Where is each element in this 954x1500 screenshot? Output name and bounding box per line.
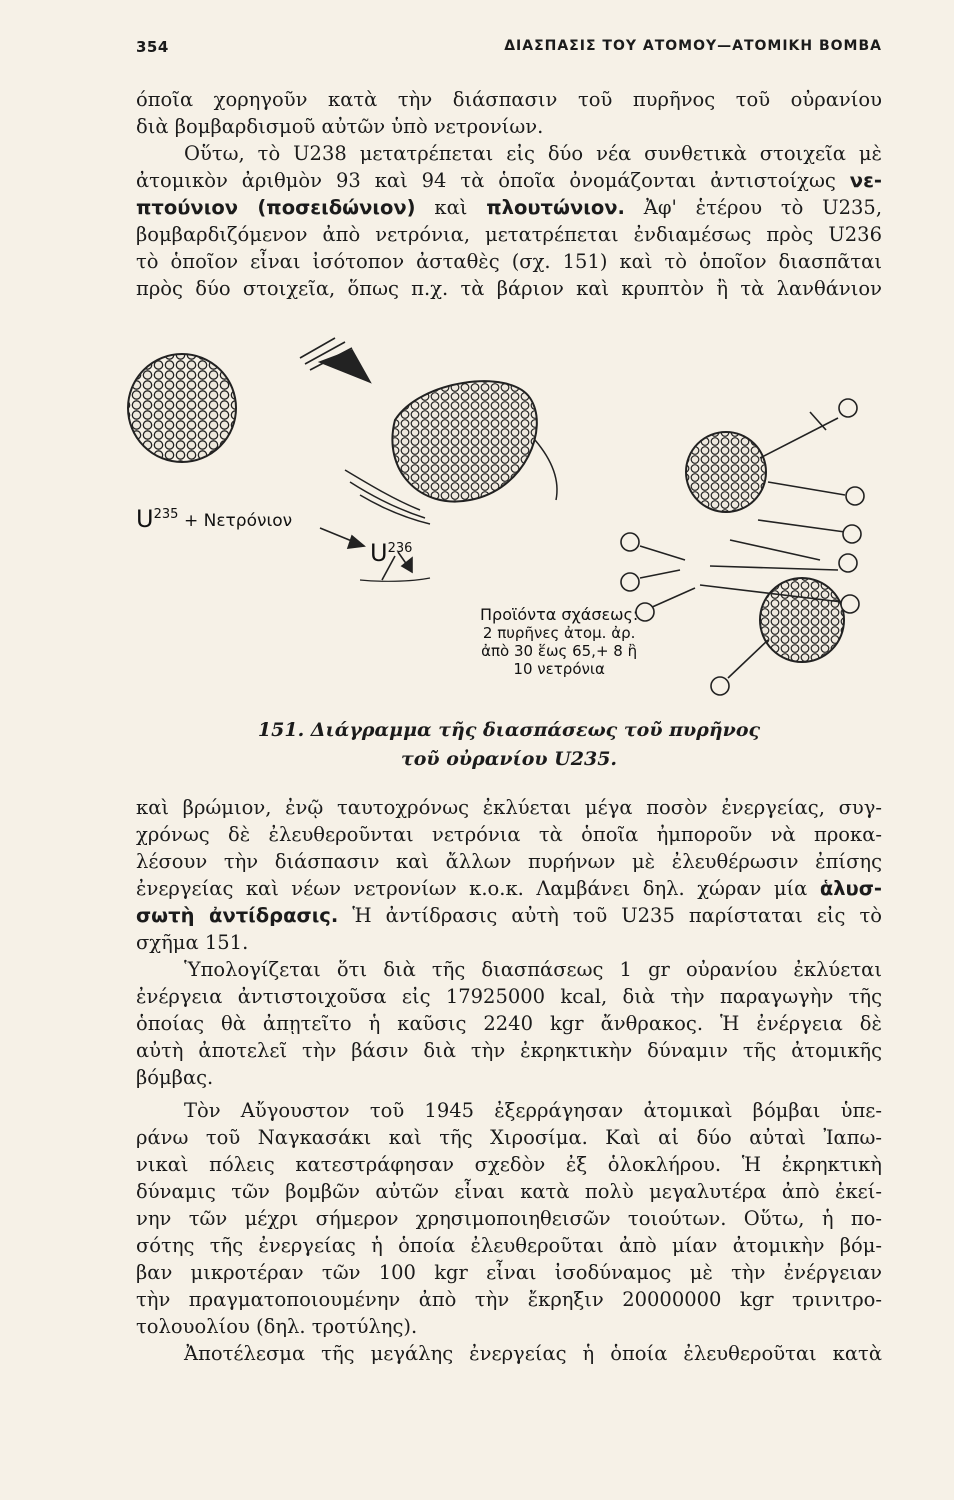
text-line: καὶ βρώμιον, ἐνῷ ταυτοχρόνως ἐκλύεται μέγα ποσὸν ἐνεργείας, συγ- [136, 796, 882, 819]
text-line: ἐνέργεια ἀντιστοιχοῦσα εἰς 17925000 kcal, διὰ τὴν παραγωγὴν τῆς [136, 985, 882, 1008]
running-title: ΔΙΑΣΠΑΣΙΣ ΤΟΥ ΑΤΟΜΟΥ—ΑΤΟΜΙΚΗ ΒΟΜΒΑ [504, 38, 882, 54]
page-header [136, 38, 882, 62]
text-line: λέσουν τὴν διάσπασιν καὶ ἄλλων πυρήνων μὲ ἐλευθέρωσιν ἐπίσης [136, 850, 882, 873]
incoming-neutron-arrow [300, 338, 370, 382]
text-line: πτούνιον (ποσειδώνιον) καὶ πλουτώνιον. Ἀφ' ἑτέρου τὸ U235, [136, 196, 883, 219]
fission-figure [120, 320, 900, 720]
text-line: ράνω τοῦ Ναγκασάκι καὶ τῆς Χιροσίμα. Καὶ αἱ δύο αὐταὶ Ἰαπω- [136, 1126, 882, 1149]
text-line: βομβαρδιζόμενον ἀπὸ νετρόνια, μετατρέπεται ἐνδιαμέσως πρὸς U236 [136, 223, 882, 246]
u236-label: $U^{236}$ [370, 539, 413, 567]
bold-term: πτούνιον (ποσειδώνιον) [136, 196, 416, 219]
text-line: τολουολίου (δηλ. τροτύλης). [136, 1315, 418, 1338]
bold-term: σωτὴ ἀντίδρασις. [136, 904, 339, 927]
text-line: σχῆμα 151. [136, 931, 249, 954]
text-line: Ὑπολογίζεται ὅτι διὰ τῆς διασπάσεως 1 gr οὐρανίου ἐκλύεται [184, 958, 882, 981]
text-line: Οὕτω, τὸ U238 μετατρέπεται εἰς δύο νέα συνθετικὰ στοιχεῖα μὲ [184, 142, 882, 165]
text-line: τὴν πραγματοποιουμένην ἀπὸ τὴν ἔκρηξιν 20000000 kgr τρινιτρο- [136, 1288, 882, 1311]
text-line: πρὸς δύο στοιχεῖα, ὅπως π.χ. τὰ βάριον καὶ κρυπτὸν ἢ τὰ λανθάνιον [136, 277, 882, 300]
bold-term: ἁλυσ- [819, 877, 882, 900]
text-line: νικαὶ πόλεις κατεστράφησαν σχεδὸν ἐξ ὁλοκλήρου. Ἡ ἐκρηκτικὴ [136, 1153, 882, 1176]
bold-term: πλουτώνιον. [486, 196, 625, 219]
page-number: 354 [136, 38, 169, 56]
figure-caption: 151. Διάγραμμα τῆς διασπάσεως τοῦ πυρῆνος τοῦ οὐρανίου U235. [257, 719, 761, 770]
text-line: διὰ βομβαρδισμοῦ αὐτῶν ὑπὸ νετρονίων. [136, 115, 544, 138]
text-line: όποῖα χορηγοῦν κατὰ τὴν διάσπασιν τοῦ πυρῆνος τοῦ οὐρανίου [136, 88, 882, 111]
text-line: σότης τῆς ἐνεργείας ἡ ὁποία ἐλευθεροῦται ἀπὸ μίαν ἀτομικὴν βόμ- [136, 1234, 882, 1257]
text-line: σωτὴ ἀντίδρασις. Ἡ ἀντίδρασις αὐτὴ τοῦ U235 παρίσταται εἰς τὸ [136, 904, 882, 927]
fragment-nucleus-lower [760, 578, 844, 662]
bold-term: νε- [849, 169, 883, 192]
text-line: βόμβας. [136, 1066, 214, 1089]
text-line: ἐνεργείας καὶ νέων νετρονίων κ.ο.κ. Λαμβάνει δηλ. χώραν μία ἁλυσ- [136, 877, 882, 900]
text-line: χρόνως δὲ ἐλευθεροῦνται νετρόνια τὰ ὁποῖα ἠμποροῦν νὰ προκα- [136, 823, 882, 846]
fragment-nucleus-upper [686, 432, 766, 512]
u235-label: $U^{235}$ [136, 505, 179, 533]
text-line: δύναμις τῶν βομβῶν αὐτῶν εἶναι κατὰ πολὺ μεγαλυτέρα ἀπὸ ἐκεί- [136, 1180, 882, 1203]
text-line: τὸ ὁποῖον εἶναι ἰσότοπον ἀσταθὲς (σχ. 151) καὶ τὸ ὁποῖον διασπᾶται [136, 250, 882, 273]
text-line: αὐτὴ ἀποτελεῖ τὴν βάσιν διὰ τὴν ἐκρηκτικὴν δύναμιν τῆς ἀτομικῆς [136, 1039, 882, 1062]
top-paragraph [136, 86, 882, 302]
text-line: νην τῶν μέχρι σήμερον χρησιμοποιηθεισῶν τοιούτων. Οὕτω, ἡ πο- [136, 1207, 882, 1230]
text-line: ὁποίας θὰ ἀπῃτεῖτο ἡ καῦσις 2240 kgr ἄνθρακος. Ἡ ἐνέργεια δὲ [136, 1012, 882, 1035]
fission-products-label: Προϊόντα σχάσεως: 2 πυρῆνες ἀτομ. ἀρ. ἀπὸ 30 ἕως 65,+ 8 ἢ 10 νετρόνια [480, 605, 639, 678]
text-line: ἀτομικὸν ἀριθμὸν 93 καὶ 94 τὰ ὁποῖα ὀνομάζονται ἀντιστοίχως νε- [136, 169, 883, 192]
neutron-label: + Νετρόνιον [184, 511, 293, 531]
u235-nucleus [128, 354, 236, 462]
text-line: βαν μικροτέραν τῶν 100 kgr εἶναι ἰσοδύναμος μὲ τὴν ἐνέργειαν [136, 1261, 882, 1284]
bottom-paragraph [136, 794, 882, 1367]
text-line: Ἀποτέλεσμα τῆς μεγάλης ἐνεργείας ἡ ὁποία ἐλευθεροῦται κατὰ [184, 1342, 882, 1365]
text-line: Τὸν Αὔγουστον τοῦ 1945 ἐξερράγησαν ἀτομικαὶ βόμβαι ὑπε- [184, 1099, 882, 1122]
u236-nucleus [392, 381, 536, 501]
